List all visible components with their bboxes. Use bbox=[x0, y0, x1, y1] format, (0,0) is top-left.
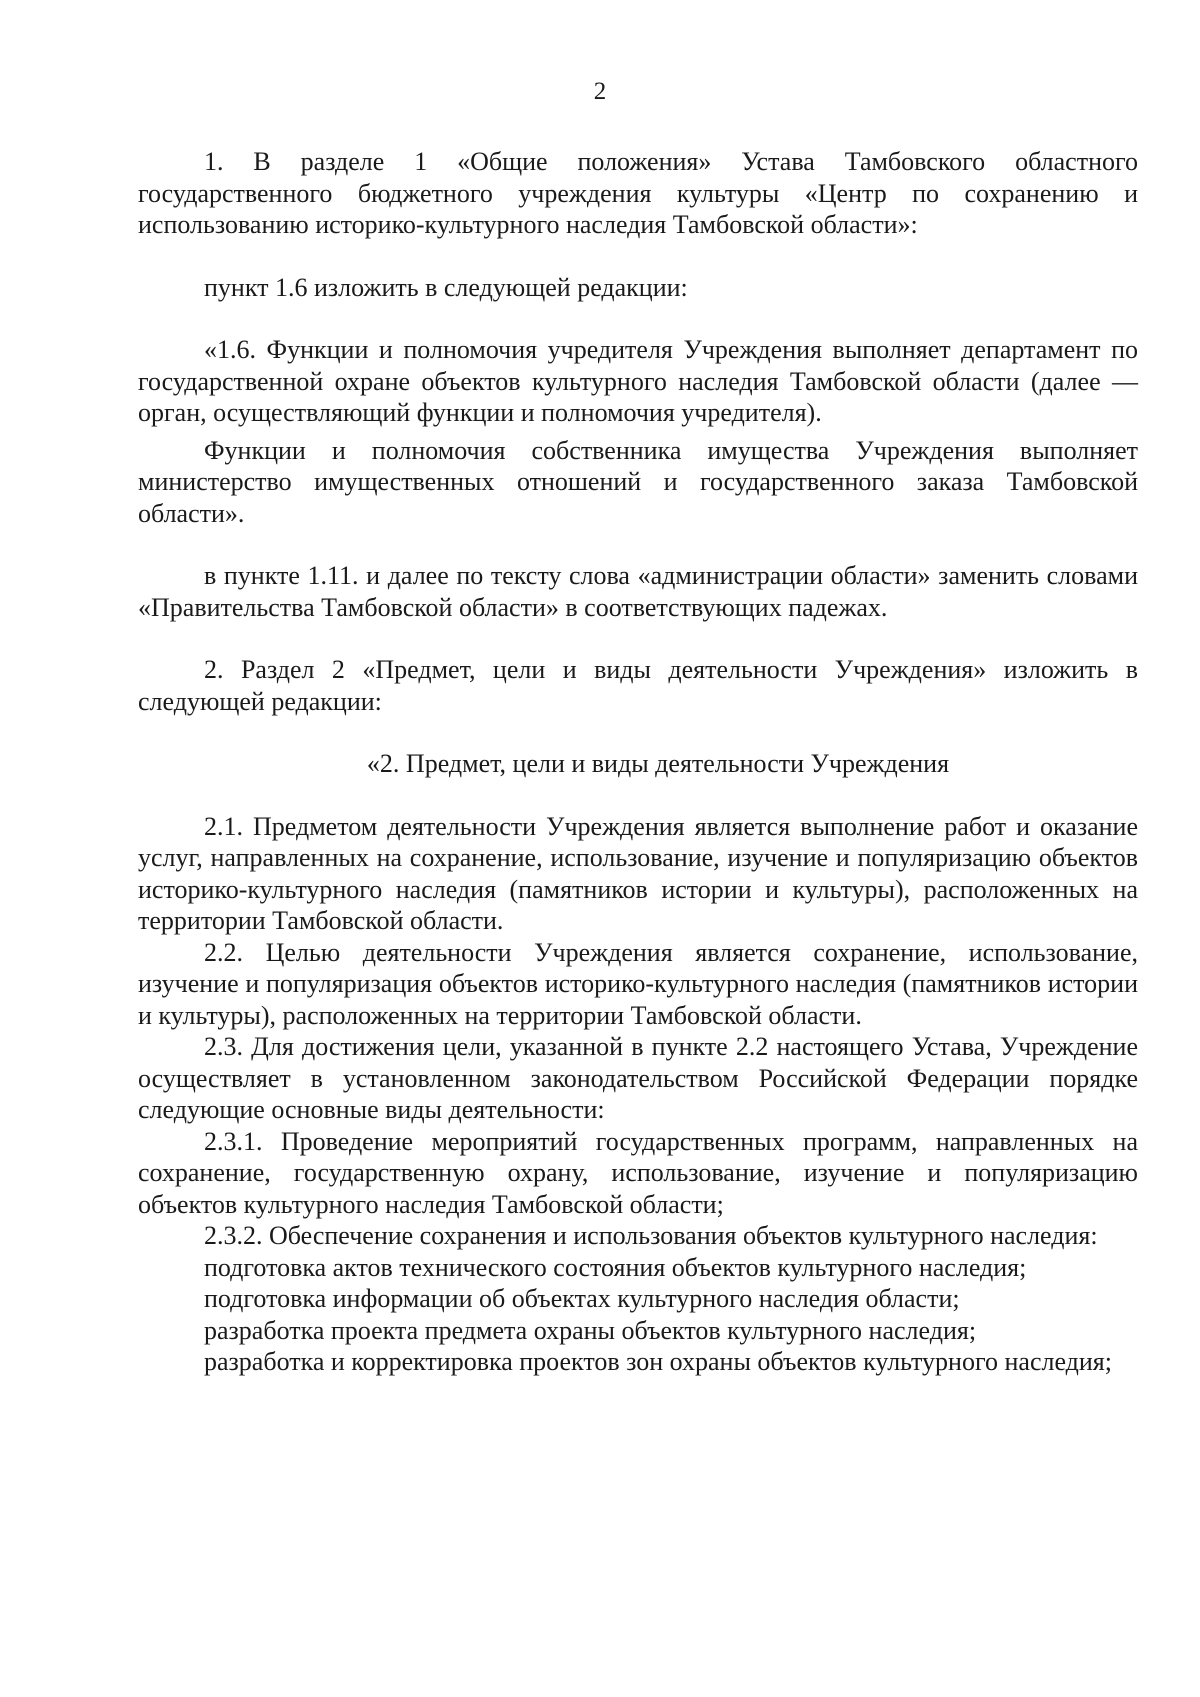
paragraph-owner-functions: Функции и полномочия собственника имущества Учреждения выполняет министерство имущественных отношений и государственного заказа Тамбовской области». bbox=[138, 435, 1138, 528]
list-item: подготовка информации об объектах культурного наследия области; bbox=[204, 1284, 960, 1313]
paragraph-point-1-6-text: «1.6. Функции и полномочия учредителя Учреждения выполняет департамент по государственной охране объектов культурного наследия Тамбовской области (далее — орган, осуществляющий функции и полномочия учредителя). bbox=[138, 335, 1138, 427]
paragraph-section-2-amendment: 2. Раздел 2 «Предмет, цели и виды деятельности Учреждения» изложить в следующей редакции: bbox=[138, 655, 1138, 716]
list-item: разработка и корректировка проектов зон охраны объектов культурного наследия; bbox=[204, 1347, 1112, 1376]
paragraph-point-1-6-intro: пункт 1.6 изложить в следующей редакции: bbox=[204, 272, 688, 302]
paragraph-2-3-2: 2.3.2. Обеспечение сохранения и использования объектов культурного наследия: bbox=[204, 1221, 1098, 1250]
paragraph-point-1-11: в пункте 1.11. и далее по тексту слова «администрации области» заменить словами «Правительства Тамбовской области» в соответствующих падежах. bbox=[138, 561, 1138, 622]
paragraph-section-1-amendment: 1. В разделе 1 «Общие положения» Устава Тамбовского областного государственного бюджетного учреждения культуры «Центр по сохранению и использованию историко-культурного наследия Тамбовской области»: bbox=[138, 147, 1138, 239]
list-item: подготовка актов технического состояния объектов культурного наследия; bbox=[204, 1252, 1027, 1282]
document-body bbox=[138, 146, 1138, 1378]
paragraph-2-3-1: 2.3.1. Проведение мероприятий государственных программ, направленных на сохранение, государственную охрану, использование, изучение и популяризацию объектов культурного наследия Тамбовской области; bbox=[138, 1126, 1138, 1219]
paragraph-2-3: 2.3. Для достижения цели, указанной в пункте 2.2 настоящего Устава, Учреждение осуществляет в установленном законодательством Российской Федерации порядке следующие основные виды деятельности: bbox=[138, 1032, 1138, 1124]
page-number: 2 bbox=[593, 78, 607, 105]
paragraph-2-2: 2.2. Целью деятельности Учреждения является сохранение, использование, изучение и популяризация объектов историко-культурного наследия (памятников истории и культуры), расположенных на территории Тамбовской области. bbox=[138, 937, 1138, 1030]
paragraph-2-1: 2.1. Предметом деятельности Учреждения является выполнение работ и оказание услуг, направленных на сохранение, использование, изучение и популяризацию объектов историко-культурного наследия (памятников истории и культуры), расположенных на территории Тамбовской области. bbox=[138, 811, 1138, 935]
section-2-heading: «2. Предмет, цели и виды деятельности Учреждения bbox=[366, 749, 950, 778]
list-item: разработка проекта предмета охраны объектов культурного наследия; bbox=[204, 1315, 977, 1345]
